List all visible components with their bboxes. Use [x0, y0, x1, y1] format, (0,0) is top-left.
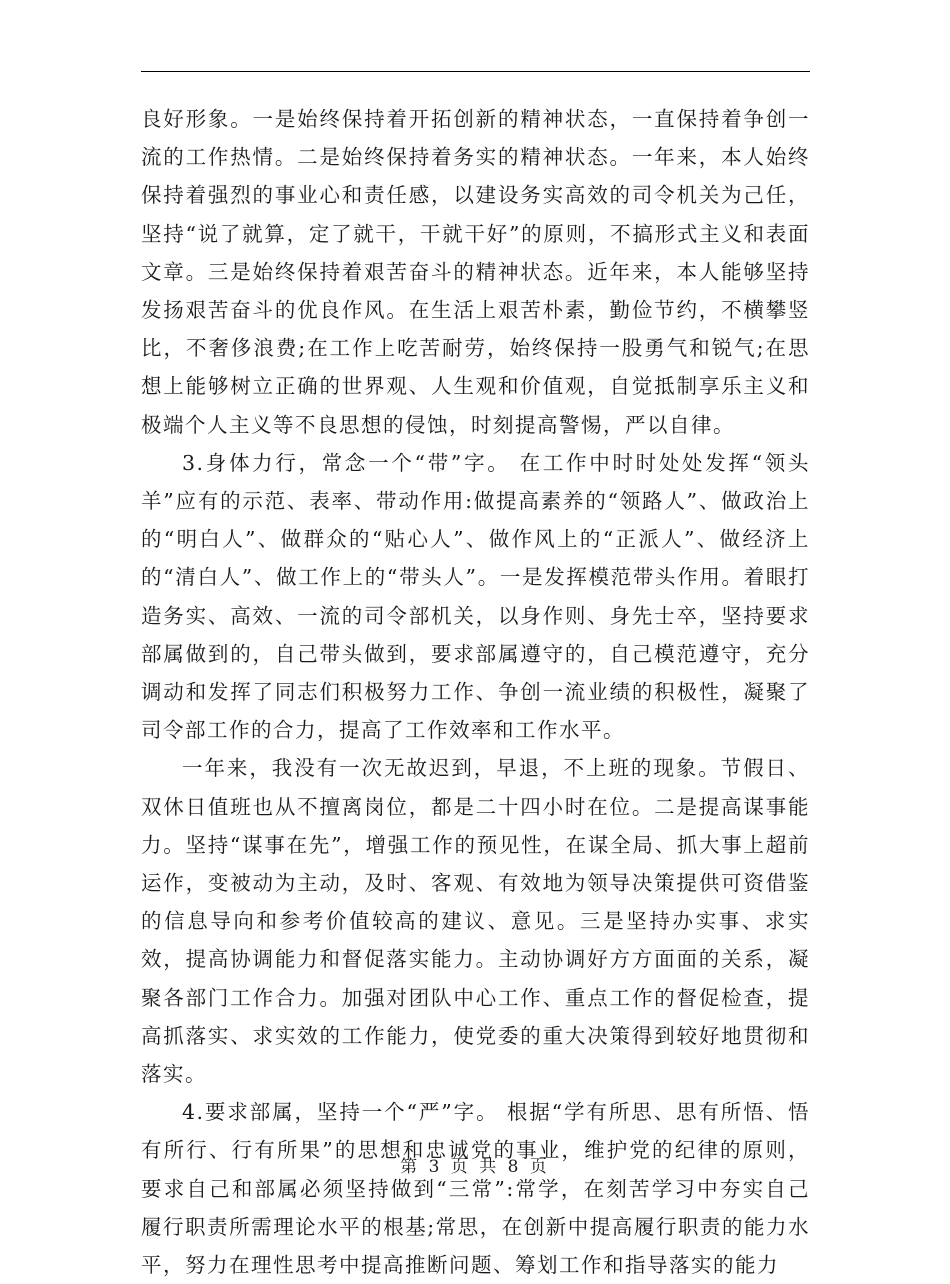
document-body	[141, 100, 810, 1284]
page-number: 第 3 页 共 8 页	[400, 1157, 550, 1177]
paragraph-2: 3.身体力行，常念一个“带”字。 在工作中时时处处发挥“领头羊”应有的示范、表率、带动作用:做提高素养的“领路人”、做政治上的“明白人”、做群众的“贴心人”、做作风上的“正派人”、做经济上的“清白人”、做工作上的“带头人”。一是发挥模范带头作用。着眼打造务实、高效、一流的司令部机关，以身作则、身先士卒，坚持要求部属做到的，自己带头做到，要求部属遵守的，自己模范遵守，充分调动和发挥了同志们积极努力工作、争创一流业绩的积极性，凝聚了司令部工作的合力，提高了工作效率和工作水平。	[141, 450, 810, 743]
paragraph-1: 良好形象。一是始终保持着开拓创新的精神状态，一直保持着争创一流的工作热情。二是始终保持着务实的精神状态。一年来，本人始终保持着强烈的事业心和责任感，以建设务实高效的司令机关为己任，坚持“说了就算，定了就干，干就干好”的原则，不搞形式主义和表面文章。三是始终保持着艰苦奋斗的精神状态。近年来，本人能够坚持发扬艰苦奋斗的优良作风。在生活上艰苦朴素，勤俭节约，不横攀竖比，不奢侈浪费;在工作上吃苦耐劳，始终保持一股勇气和锐气;在思想上能够树立正确的世界观、人生观和价值观，自觉抵制享乐主义和极端个人主义等不良思想的侵蚀，时刻提高警惕，严以自律。	[141, 107, 810, 437]
paragraph-4: 4.要求部属，坚持一个“严”字。 根据“学有所思、思有所悟、悟有所行、行有所果”的思想和忠诚党的事业，维护党的纪律的原则，要求自己和部属必须坚持做到“三常”:常学，在刻苦学习中夯实自己履行职责所需理论水平的根基;常思，在创新中提高履行职责的能力水平，努力在理性思考中提高推断问题、筹划工作和指导落实的能力	[141, 1100, 810, 1278]
header-rule	[141, 71, 810, 72]
paragraph-3: 一年来，我没有一次无故迟到，早退，不上班的现象。节假日、双休日值班也从不擅离岗位，都是二十四小时在位。二是提高谋事能力。坚持“谋事在先”，增强工作的预见性，在谋全局、抓大事上超前运作，变被动为主动，及时、客观、有效地为领导决策提供可资借鉴的信息导向和参考价值较高的建议、意见。三是坚持办实事、求实效，提高协调能力和督促落实能力。主动协调好方方面面的关系，凝聚各部门工作合力。加强对团队中心工作、重点工作的督促检查，提高抓落实、求实效的工作能力，使党委的重大决策得到较好地贯彻和落实。	[141, 756, 810, 1087]
